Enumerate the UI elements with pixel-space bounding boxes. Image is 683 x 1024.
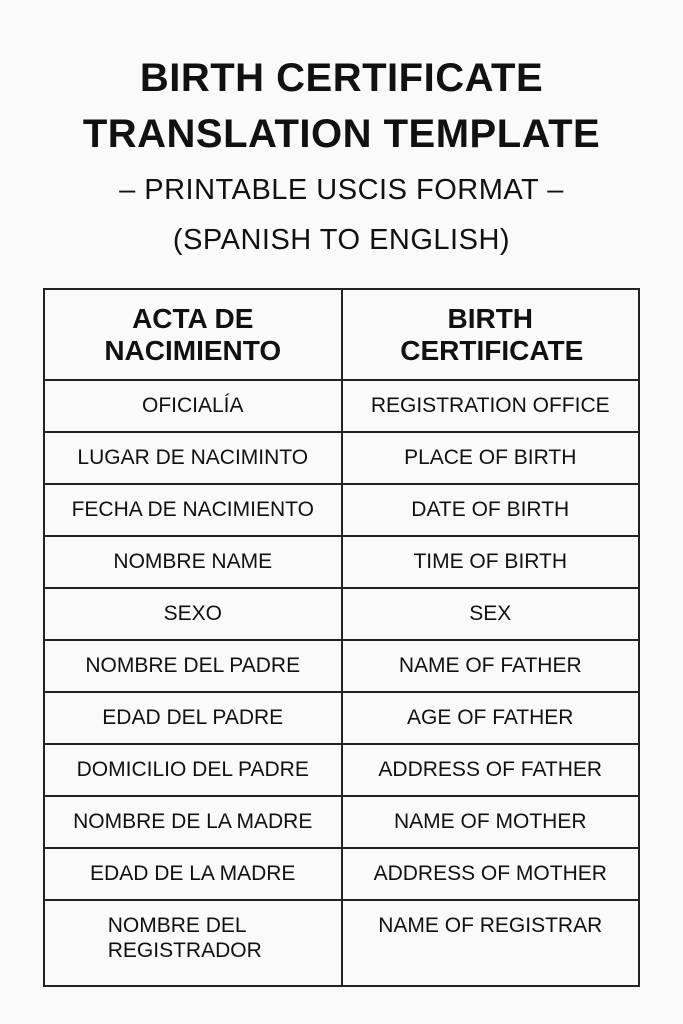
spanish-term: NOMBRE NAME <box>113 550 273 573</box>
table-row <box>44 796 639 848</box>
translation-table <box>43 288 640 987</box>
spanish-term-cell <box>44 848 342 900</box>
spanish-term-cell <box>44 900 342 986</box>
english-term-cell <box>342 432 640 484</box>
table-row <box>44 432 639 484</box>
english-term: ADDRESS OF MOTHER <box>373 862 607 885</box>
header-spanish <box>44 289 342 380</box>
spanish-term-cell <box>44 432 342 484</box>
english-term-cell <box>342 744 640 796</box>
english-term-cell <box>342 848 640 900</box>
table-row <box>44 588 639 640</box>
spanish-term: FECHA DE NACIMIENTO <box>71 498 314 521</box>
english-term-cell <box>342 536 640 588</box>
subtitle-line-1: – PRINTABLE USCIS FORMAT – <box>119 174 564 206</box>
table-row <box>44 640 639 692</box>
spanish-term-cell <box>44 536 342 588</box>
spanish-term: NOMBRE DE LA MADRE <box>73 810 313 833</box>
table-row <box>44 692 639 744</box>
spanish-term-cell <box>44 796 342 848</box>
spanish-term: EDAD DE LA MADRE <box>90 862 296 885</box>
spanish-term-cell <box>44 692 342 744</box>
english-term: PLACE OF BIRTH <box>404 446 577 469</box>
title-line-2: TRANSLATION TEMPLATE <box>82 112 601 156</box>
spanish-term-cell <box>44 380 342 432</box>
english-term: NAME OF REGISTRAR <box>378 914 603 937</box>
english-term-cell <box>342 484 640 536</box>
table-row <box>44 484 639 536</box>
subtitle-line-2: (SPANISH TO ENGLISH) <box>172 224 511 256</box>
header-spanish-text: ACTA DE NACIMIENTO <box>104 302 282 366</box>
english-term: TIME OF BIRTH <box>413 550 568 573</box>
spanish-term: DOMICILIO DEL PADRE <box>76 758 309 781</box>
english-term: NAME OF FATHER <box>398 654 582 677</box>
english-term: NAME OF MOTHER <box>394 810 587 833</box>
spanish-term-cell <box>44 744 342 796</box>
table-header-row <box>44 289 639 380</box>
spanish-term: NOMBRE DEL REGISTRADOR <box>107 914 262 962</box>
spanish-term: EDAD DEL PADRE <box>102 706 284 729</box>
title-line-1: BIRTH CERTIFICATE <box>139 56 544 100</box>
spanish-term: SEXO <box>163 602 222 625</box>
english-term: ADDRESS OF FATHER <box>378 758 603 781</box>
table-row <box>44 380 639 432</box>
english-term-cell <box>342 640 640 692</box>
table-row <box>44 848 639 900</box>
spanish-term-cell <box>44 588 342 640</box>
spanish-term: OFICIALÍA <box>141 394 244 417</box>
spanish-term: NOMBRE DEL PADRE <box>85 654 301 677</box>
english-term: AGE OF FATHER <box>407 706 574 729</box>
spanish-term: LUGAR DE NACIMINTO <box>77 446 309 469</box>
english-term-cell <box>342 380 640 432</box>
english-term-cell <box>342 900 640 986</box>
english-term-cell <box>342 588 640 640</box>
english-term: REGISTRATION OFFICE <box>370 394 610 417</box>
header-english <box>342 289 640 380</box>
english-term: SEX <box>469 602 512 625</box>
english-term-cell <box>342 796 640 848</box>
table-row <box>44 900 639 986</box>
english-term: DATE OF BIRTH <box>411 498 570 521</box>
table-row <box>44 744 639 796</box>
table-row <box>44 536 639 588</box>
spanish-term-cell <box>44 484 342 536</box>
header-english-text: BIRTH CERTIFICATE <box>400 302 584 366</box>
english-term-cell <box>342 692 640 744</box>
spanish-term-cell <box>44 640 342 692</box>
